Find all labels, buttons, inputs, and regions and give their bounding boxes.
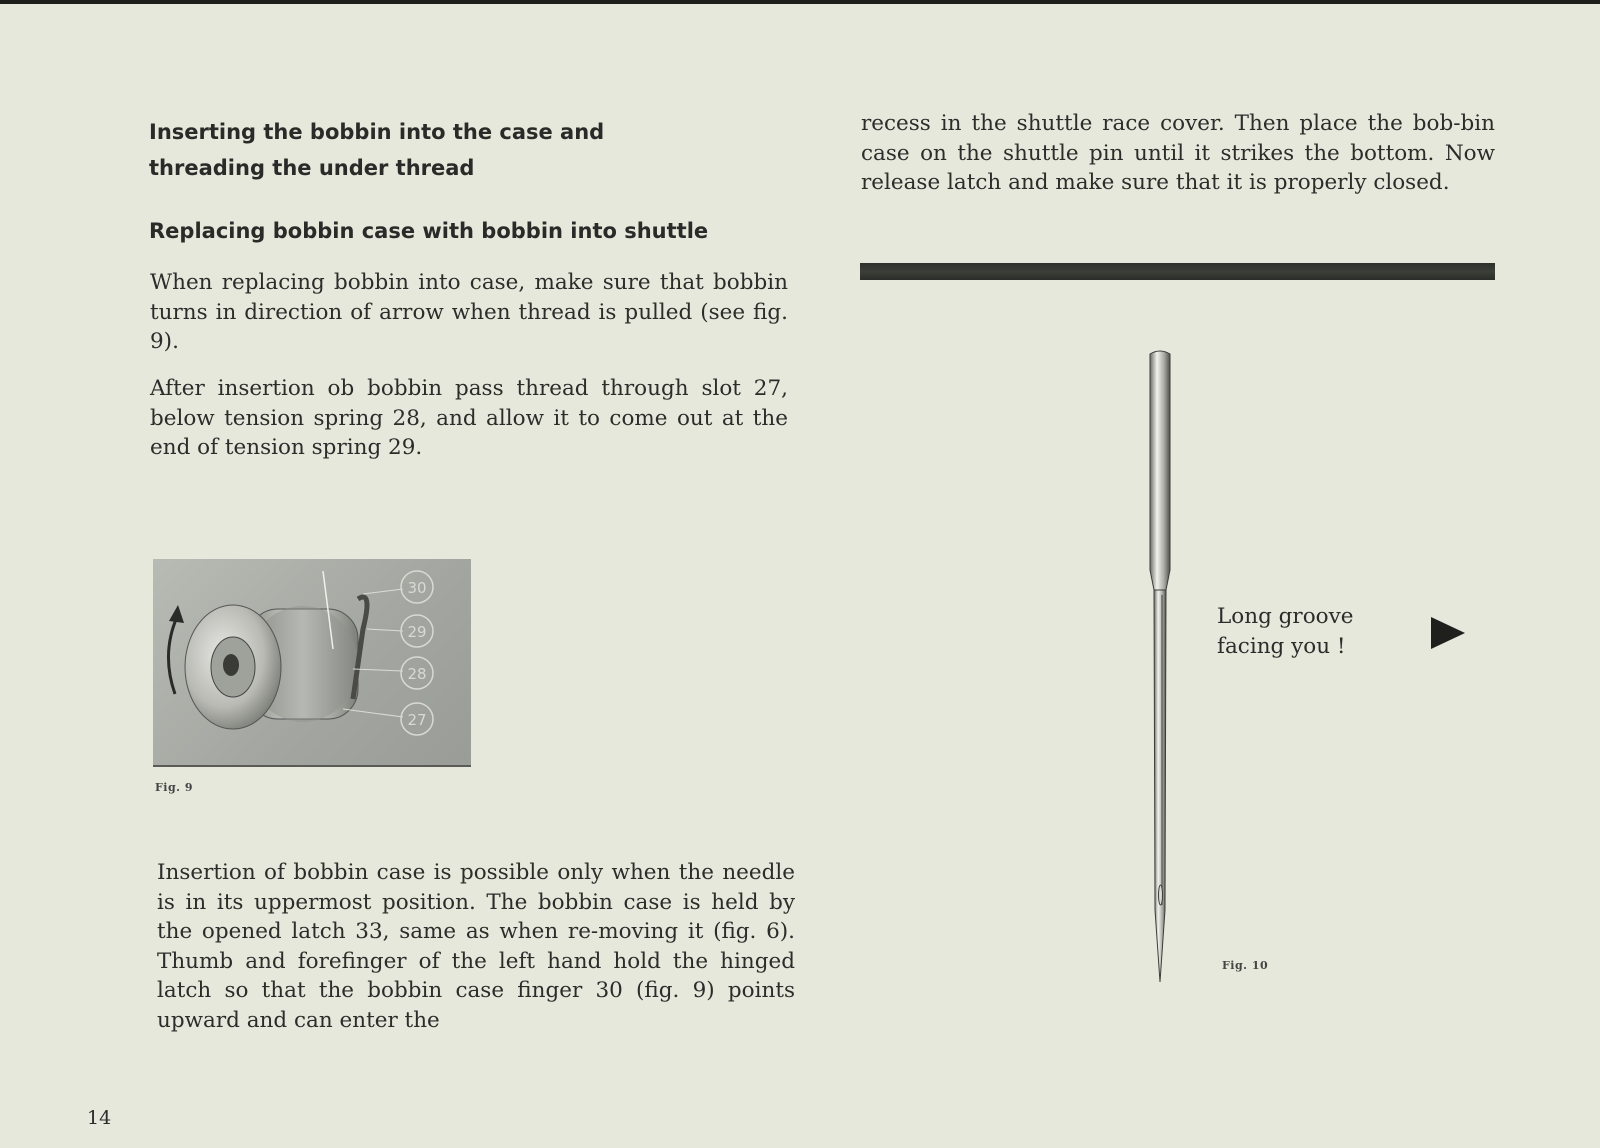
page-top-edge bbox=[0, 0, 1600, 4]
paragraph-thread-slot: After insertion ob bobbin pass thread through slot 27, below tension spring 28, and allow it to come out at the end of tension spring 29. bbox=[150, 376, 788, 460]
section-heading-line-1: Inserting the bobbin into the case and bbox=[149, 120, 605, 144]
paragraph-bobbin-direction: When replacing bobbin into case, make sure that bobbin turns in direction of arrow when thread is pulled (see fig. 9). bbox=[150, 270, 788, 354]
callout-27-label: 27 bbox=[407, 711, 427, 729]
callout-30-label: 30 bbox=[407, 579, 427, 597]
callout-29-label: 29 bbox=[407, 623, 427, 641]
subsection-heading: Replacing bobbin case with bobbin into shuttle bbox=[149, 219, 709, 243]
arrow-right-icon bbox=[1431, 617, 1465, 649]
callout-28-label: 28 bbox=[407, 665, 427, 683]
section-divider-bar bbox=[860, 263, 1495, 280]
bobbin-case-illustration bbox=[153, 559, 471, 763]
paragraph-insertion: Insertion of bobbin case is possible only when the needle is in its uppermost position. The bobbin case is held by the opened latch 33, same as when re-moving it (fig. 6). Thumb and forefinger of the left hand hold the hinged latch so that the bobbin case finger 30 (fig. 9) points upward and can enter the bbox=[157, 860, 795, 1033]
callout-28 bbox=[401, 657, 433, 689]
figure-9-caption: Fig. 9 bbox=[155, 781, 193, 794]
callout-27 bbox=[401, 703, 433, 735]
callout-29 bbox=[401, 615, 433, 647]
section-heading-line-2: threading the under thread bbox=[149, 156, 475, 180]
long-groove-label-line-2: facing you ! bbox=[1217, 634, 1346, 659]
section-heading bbox=[149, 114, 669, 186]
callout-30 bbox=[401, 571, 433, 603]
needle-illustration bbox=[1130, 350, 1190, 990]
paragraph-shuttle-cover: recess in the shuttle race cover. Then place the bob-bin case on the shuttle pin until it strikes the bottom. Now release latch and make sure that it is properly closed. bbox=[861, 111, 1495, 195]
figure-10-caption: Fig. 10 bbox=[1222, 959, 1269, 972]
figure-9-bobbin-image bbox=[153, 559, 471, 767]
figure-10-needle-image bbox=[1130, 350, 1190, 990]
long-groove-label-line-1: Long groove bbox=[1217, 604, 1354, 629]
long-groove-label bbox=[1217, 602, 1353, 662]
page-number: 14 bbox=[87, 1107, 112, 1129]
